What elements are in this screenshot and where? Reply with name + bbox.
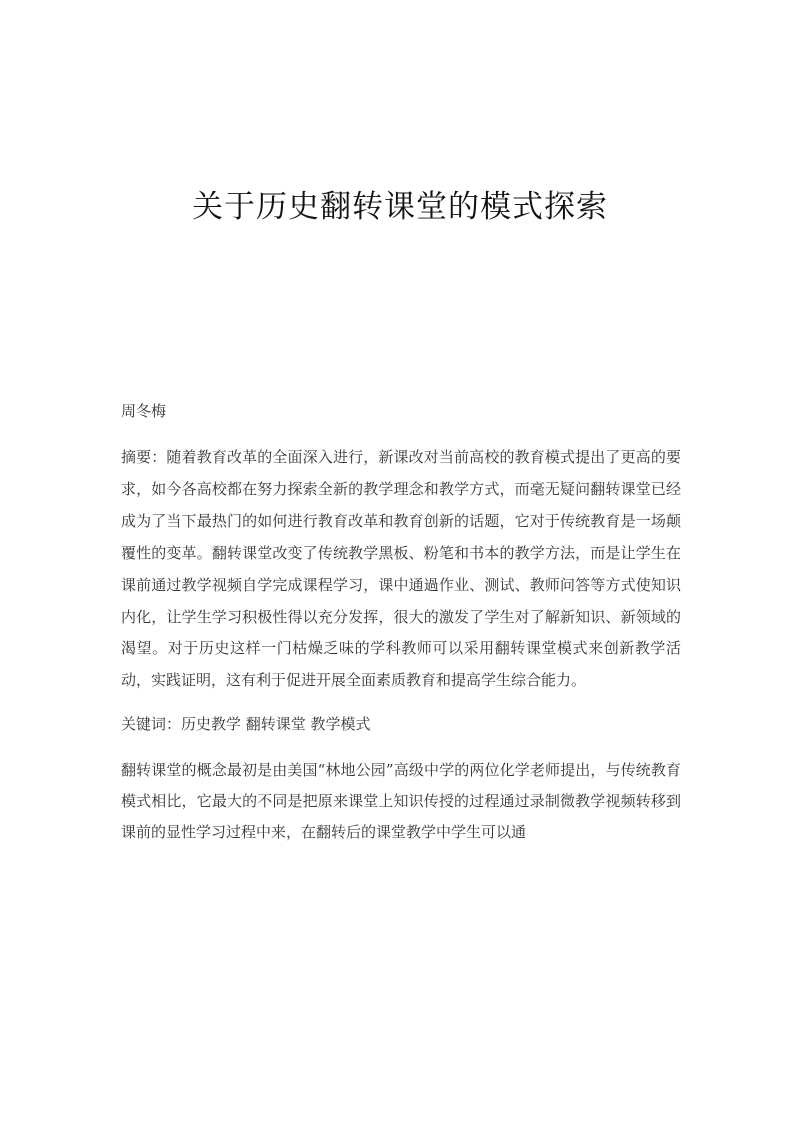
keywords-line	[121, 709, 681, 739]
abstract-paragraph	[121, 442, 681, 697]
keywords-label: 关键词：	[121, 715, 182, 734]
author-name: 周冬梅	[121, 402, 167, 420]
body-paragraph: 翻转课堂的概念最初是由美国“林地公园”高级中学的两位化学老师提出，与传统教育模式相比，它最大的不同是把原来课堂上知识传授的过程通过录制微教学视频转移到课前的显性学习过程中来，在翻转后的课堂教学中学生可以通	[121, 761, 681, 842]
abstract-text: 随着教育改革的全面深入进行，新课改对当前高校的教育模式提出了更高的要求，如今各高校都在努力探索全新的教学理念和教学方式，而毫无疑问翻转课堂已经成为了当下最热门的如何进行教育改革和教育创新的话题，它对于传统教育是一场颠覆性的变革。翻转课堂改变了传统教学黑板、粉笔和书本的教学方法，而是让学生在课前通过教学视频自学完成课程学习，课中通過作业、测试、教师问答等方式使知识内化，让学生学习积极性得以充分发挥，很大的激发了学生对了解新知识、新领域的渴望。对于历史这样一门枯燥乏味的学科教师可以采用翻转课堂模式来创新教学活动，实践证明，这有利于促进开展全面素质教育和提高学生综合能力。	[121, 448, 681, 690]
document-content	[121, 396, 681, 848]
abstract-label: 摘要：	[121, 448, 167, 466]
document-title: 关于历史翻转课堂的模式探索	[192, 189, 608, 225]
keywords-text: 历史教学 翻转课堂 教学模式	[181, 715, 371, 734]
